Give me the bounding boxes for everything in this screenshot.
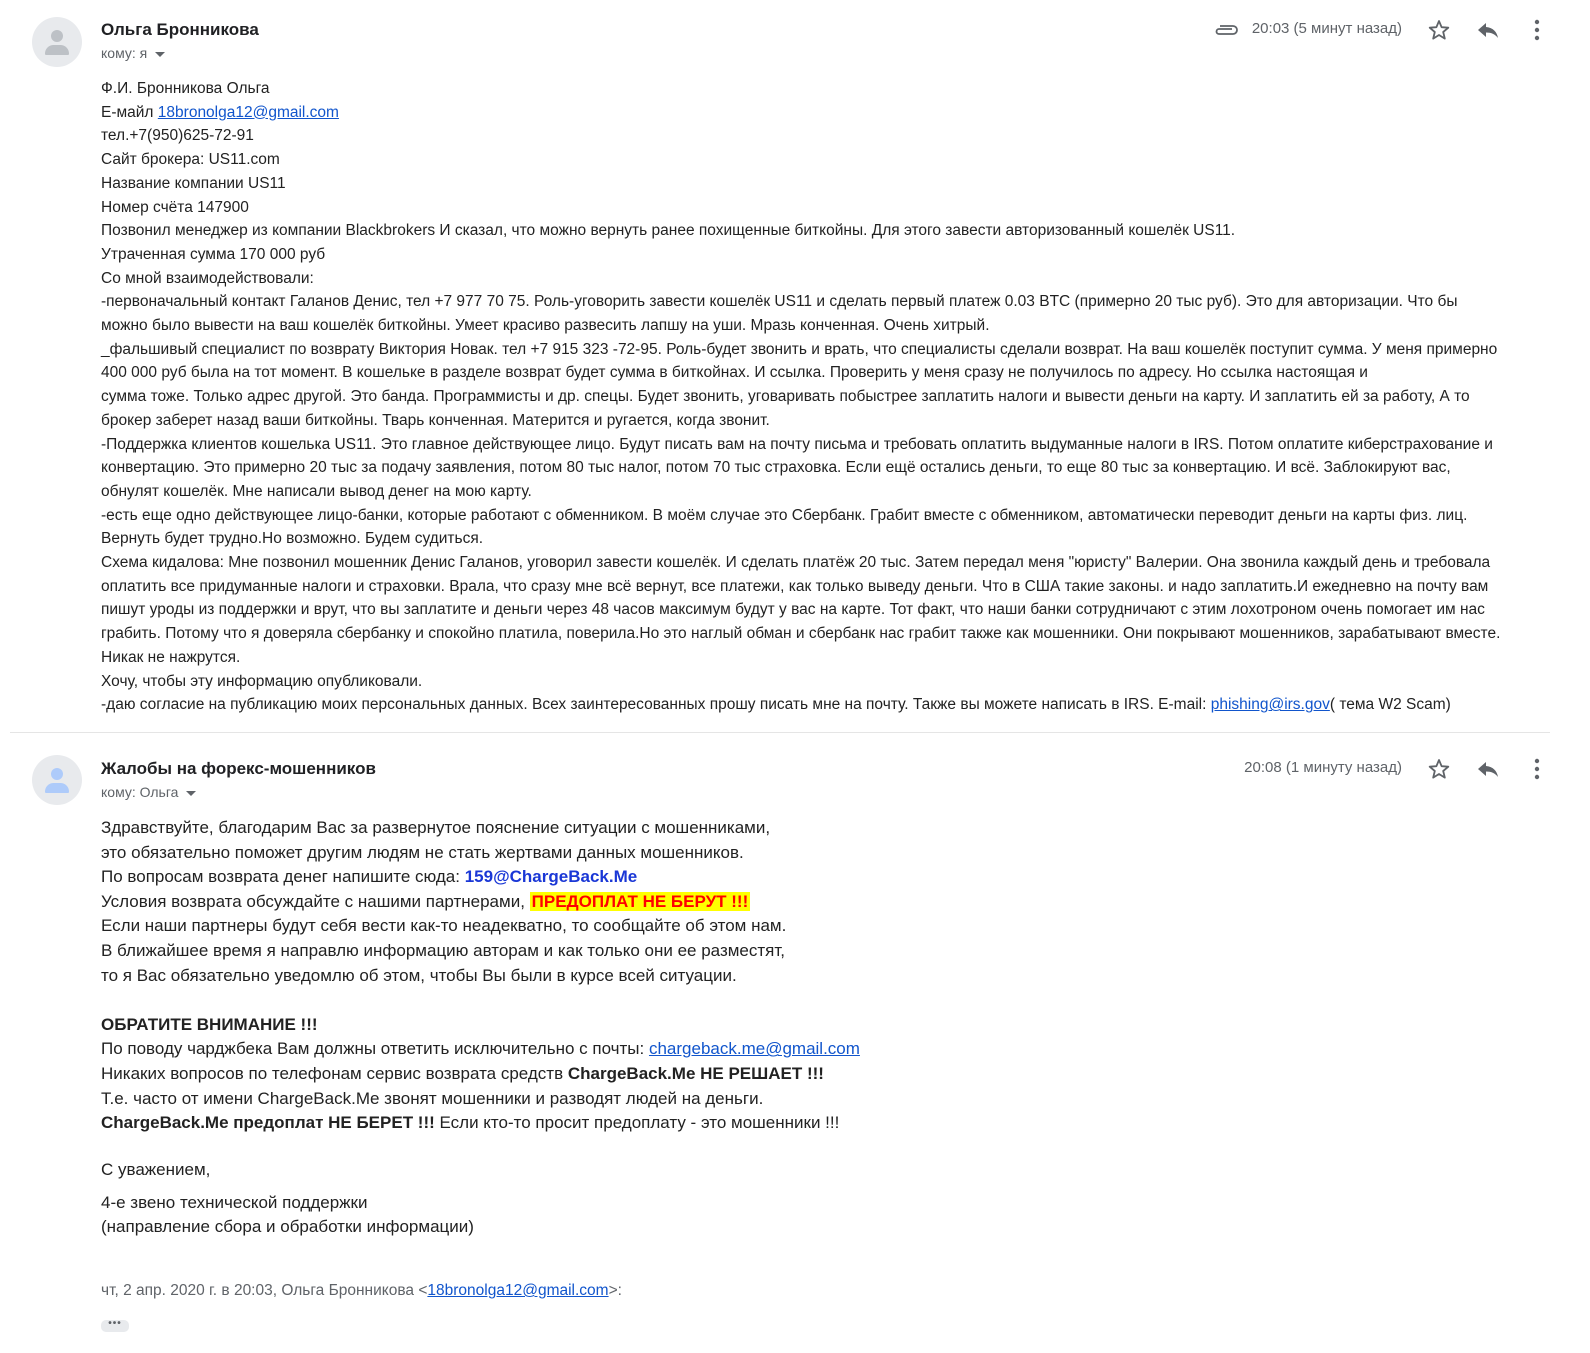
body-line: Вернуть будет трудно.Но возможно. Будем судиться. (101, 530, 484, 548)
body-line: пишут уроды из поддержки и врут, что вы заплатите и деньги через 48 часов максимум будут у вас на карте. Тот факт, что наши банки сотрудничают с этим лохотроном очень помогает им нас (101, 601, 1485, 619)
body-line: Никаких вопросов по телефонам сервис возврата средств ChargeBack.Me НЕ РЕШАЕТ !!! (101, 1063, 824, 1083)
body-line: Е-майл 18bronolga12@gmail.com (101, 103, 339, 121)
message-time: 20:03 (5 минут назад) (1251, 20, 1402, 37)
body-line: тел.+7(950)625-72-91 (101, 127, 254, 145)
more-vert-icon[interactable] (1531, 18, 1543, 42)
body-line: оплатить все придуманные налоги и страховки. Врала, что сразу мне всё вернут, все платежи, как только выведу деньги. Что в США такие законы. и надо заплатить.И ежедневно на почту вам (101, 577, 1489, 595)
email-link[interactable]: 18bronolga12@gmail.com (427, 1282, 609, 1299)
email-link[interactable]: phishing@irs.gov (1210, 696, 1330, 714)
avatar-icon[interactable] (32, 17, 82, 67)
chevron-down-icon[interactable] (155, 52, 165, 57)
body-line: Со мной взаимодействовали: (101, 269, 314, 287)
email-link[interactable]: chargeback.me@gmail.com (648, 1039, 860, 1059)
body-line: -первоначальный контакт Галанов Денис, тел +7 977 70 75. Роль-уговорить завести кошелёк US11 и сделать первый платеж 0.03 BTC (примерно 20 тыс руб). Это для авторизации. Что бы (101, 293, 1458, 311)
body-line: то я Вас обязательно уведомлю об этом, чтобы Вы были в курсе всей ситуации. (101, 965, 737, 985)
message-body (101, 77, 1561, 717)
body-line: грабить. Потому что я доверяла сбербанку и спокойно платила, поверила.Но это наглый обман и сбербанк нас грабит также как мошенники. Они покрывают мошенников, зарабатывают вместе. (101, 625, 1501, 643)
sender-name[interactable]: Ольга Бронникова (101, 20, 259, 39)
body-line: Название компании US11 (101, 174, 286, 192)
body-line: Хочу, чтобы эту информацию опубликовали. (101, 672, 423, 690)
recipient-dropdown[interactable] (101, 784, 196, 800)
chevron-down-icon[interactable] (186, 791, 196, 796)
body-line: это обязательно поможет другим людям не стать жертвами данных мошенников. (101, 842, 744, 862)
body-line: -Поддержка клиентов кошелька US11. Это главное действующее лицо. Будут писать вам на почту письма и требовать оплатить выдуманные налоги в IRS. Потом оплатите киберстрахование и (101, 435, 1493, 453)
body-line: 400 000 руб была на тот момент. В кошельке в разделе возврат будет сумма в биткойнах. И ссылка. Проверить у меня сразу не получилось по адресу. Но ссылка настоящая и (101, 364, 1368, 382)
body-line: брокер заберет назад ваши биткойны. Тварь конченная. Матерится и ругается, когда звонит. (101, 411, 770, 429)
more-vert-icon[interactable] (1531, 757, 1543, 781)
email-link[interactable]: 18bronolga12@gmail.com (157, 103, 339, 121)
body-line: Если наши партнеры будут себя вести как-то неадекватно, то сообщайте об этом нам. (101, 916, 787, 936)
signature (101, 1158, 1301, 1240)
body-line: Условия возврата обсуждайте с нашими партнерами, ПРЕДОПЛАТ НЕ БЕРУТ !!! (101, 891, 749, 911)
signature-line: 4-е звено технической поддержки (101, 1192, 368, 1212)
body-line: Утраченная сумма 170 000 руб (101, 245, 326, 263)
body-line: Т.е. часто от имени ChargeBack.Me звонят мошенники и разводят людей на деньги. (101, 1088, 764, 1108)
recipient-dropdown[interactable] (101, 45, 165, 61)
star-icon[interactable] (1427, 757, 1451, 781)
message-divider (10, 732, 1550, 733)
body-line: можно было вывести на ваш кошелёк биткойны. Умеет красиво развесить лапшу на уши. Мразь конченная. Очень хитрый. (101, 317, 990, 335)
body-line: ChargeBack.Me предоплат НЕ БЕРЕТ !!! Если кто-то просит предоплату - это мошенники !!! (101, 1113, 840, 1133)
body-line: Схема кидалова: Мне позвонил мошенник Денис Галанов, уговорил завести кошелёк. И сделать платёж 20 тыс. Затем передал меня "юристу" Валерии. Она звонила каждый день и требовала (101, 554, 1491, 572)
body-line: Ф.И. Бронникова Ольга (101, 80, 270, 97)
quoted-header: чт, 2 апр. 2020 г. в 20:03, Ольга Бронникова <18bronolga12@gmail.com>: (101, 1282, 622, 1299)
warning-highlight: ПРЕДОПЛАТ НЕ БЕРУТ !!! (531, 891, 749, 911)
avatar-icon[interactable] (32, 755, 82, 805)
star-icon[interactable] (1427, 18, 1451, 42)
recipient-label: кому: Ольга (101, 784, 179, 800)
recipient-label: кому: я (101, 45, 148, 61)
body-line: -даю согласие на публикацию моих персональных данных. Всех заинтересованных прошу писать мне на почту. Также вы можете написать в IRS. E-mail: phishing@irs.gov( тема W2 Scam) (101, 696, 1451, 714)
contact-email[interactable]: 159@ChargeBack.Me (464, 867, 638, 887)
body-line: Сайт брокера: US11.com (101, 151, 280, 169)
body-line: Никак не нажрутся. (101, 648, 241, 666)
blank-line (101, 988, 1301, 1013)
paperclip-icon (1213, 22, 1239, 38)
body-line: сумма тоже. Только адрес другой. Это банда. Программисты и др. спецы. Будет звонить, уговаривать побыстрее заплатить налоги и вывести деньги на карту. И заплатить ей за работу, А то (101, 388, 1470, 406)
body-line: -есть еще одно действующее лицо-банки, которые работают с обменником. В моём случае это Сбербанк. Грабит вместе с обменником, автоматически переводит деньги на карты физ. лиц. (101, 506, 1468, 524)
body-line: По вопросам возврата денег напишите сюда: 159@ChargeBack.Me (101, 867, 638, 887)
body-line: По поводу чарджбека Вам должны ответить исключительно с почты: chargeback.me@gmail.com (101, 1039, 860, 1059)
message-time: 20:08 (1 минуту назад) (1244, 759, 1402, 776)
reply-body (101, 816, 1301, 1136)
show-trimmed-content-button[interactable]: ••• (101, 1320, 129, 1332)
reply-icon[interactable] (1476, 758, 1500, 780)
sender-name[interactable]: Жалобы на форекс-мошенников (101, 759, 376, 778)
body-line: Номер счёта 147900 (101, 198, 249, 216)
signature-line: (направление сбора и обработки информации) (101, 1217, 474, 1237)
body-line: конвертацию. Это примерно 20 тыс за подачу заявления, потом 80 тыс налог, потом 70 тыс страховка. Если ещё остались деньги, то еще 80 тыс за конвертацию. И всё. Заблокируют вас, (101, 459, 1451, 477)
signature-line: С уважением, (101, 1160, 211, 1179)
attention-heading: ОБРАТИТЕ ВНИМАНИЕ !!! (101, 1014, 318, 1034)
body-line: В ближайшее время я направлю информацию авторам и как только они ее разместят, (101, 940, 786, 960)
body-line: _фальшивый специалист по возврату Виктория Новак. тел +7 915 323 -72-95. Роль-будет звонить и врать, что специалисты сделали возврат. На ваш кошелёк поступит сумма. У меня примерно (101, 340, 1498, 358)
body-line: Позвонил менеджер из компании Blackbrokers И сказал, что можно вернуть ранее похищенные биткойны. Для этого завести авторизованный кошелёк US11. (101, 222, 1236, 240)
body-line: Здравствуйте, благодарим Вас за развернутое пояснение ситуации с мошенниками, (101, 818, 771, 837)
body-line: обнулят кошелёк. Мне написали вывод денег на мою карту. (101, 482, 532, 500)
reply-icon[interactable] (1476, 19, 1500, 41)
